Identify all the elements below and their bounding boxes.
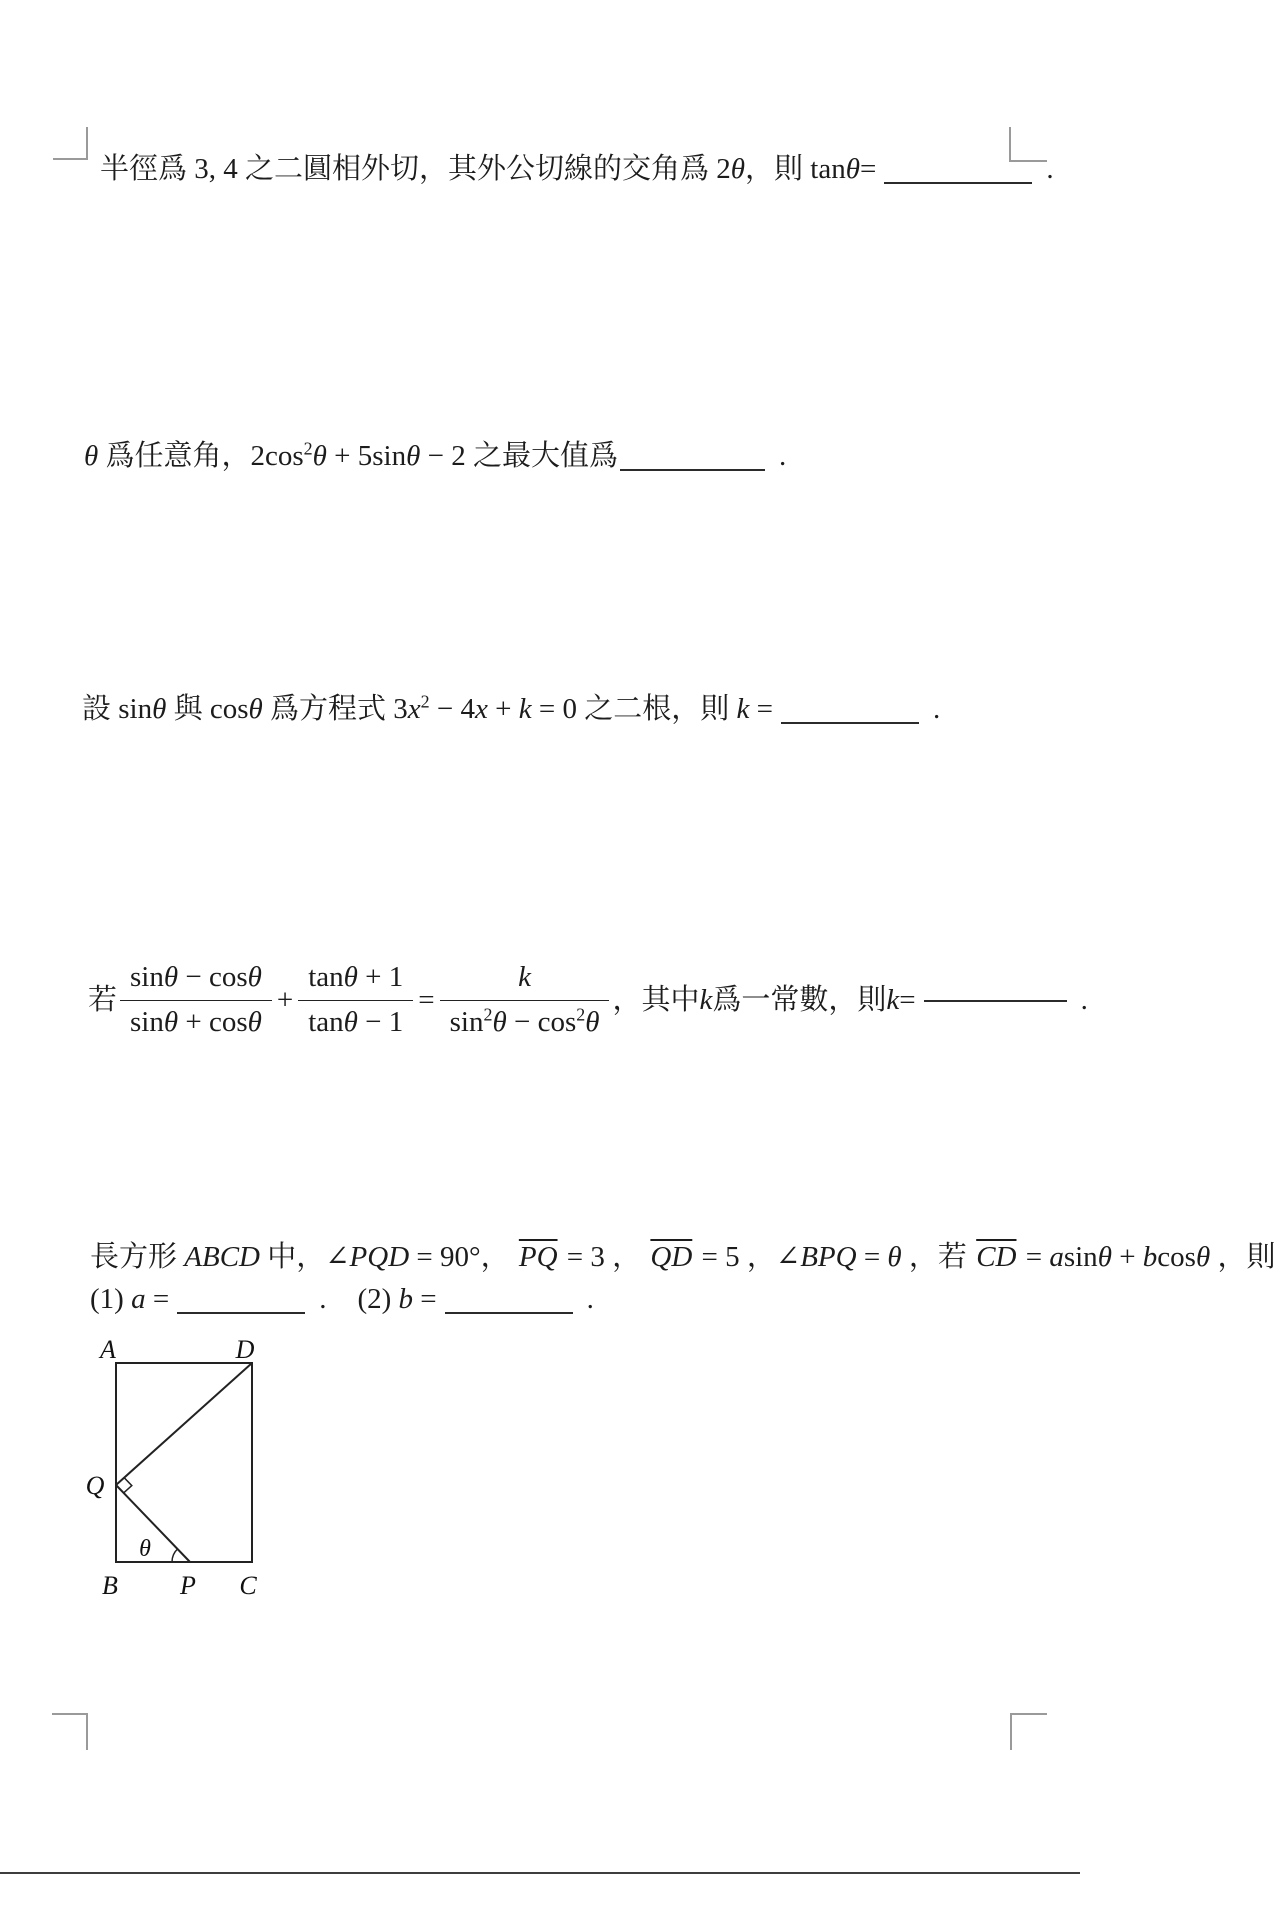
problem-5-text: sin [1063, 1241, 1098, 1273]
theta-symbol: θ [730, 153, 746, 185]
fraction-1-denominator [120, 1000, 272, 1042]
problem-1 [100, 150, 1054, 189]
theta-symbol: θ [845, 153, 860, 185]
answer-blank-5a [177, 1310, 305, 1314]
problem-1-text: 半徑爲 3, 4 之二圓相外切，其外公切線的交角爲 2 [100, 153, 731, 185]
figure-label-a: A [100, 1335, 116, 1364]
variable-k: k [518, 693, 532, 725]
fn-text: + cos [178, 1006, 248, 1039]
theta-symbol: θ [343, 1006, 358, 1039]
period: . [778, 440, 787, 472]
theta-symbol: θ [585, 1006, 600, 1039]
equals-sign: = [418, 983, 435, 1016]
problem-4 [88, 958, 1088, 1042]
period: . [1080, 983, 1088, 1016]
fn-text: − cos [506, 1006, 577, 1039]
superscript-2: 2 [576, 1004, 586, 1025]
fraction-3-denominator [440, 1000, 610, 1042]
theta-symbol: θ [152, 693, 167, 725]
problem-5-text: ，若 [901, 1241, 975, 1273]
equals-sign: = [145, 1283, 170, 1315]
problem-5-line2 [90, 1280, 594, 1319]
equals-sign: = [749, 693, 773, 725]
rectangle-figure [75, 1322, 275, 1617]
theta-symbol: θ [492, 1006, 507, 1039]
problem-5-text: = 3 ， [559, 1241, 649, 1273]
theta-symbol: θ [887, 1241, 902, 1273]
theta-symbol: θ [163, 961, 179, 993]
theta-symbol: θ [1195, 1241, 1211, 1273]
problem-4-text: ，其中 [612, 983, 700, 1016]
figure-label-c: C [239, 1571, 257, 1600]
crop-mark-top-left [53, 127, 88, 160]
problem-5-text: = 5 ，∠ [694, 1241, 801, 1273]
problem-5-text: cos [1157, 1241, 1196, 1273]
problem-2-text: − 2 之最大值爲 [420, 440, 618, 472]
item-1-label: (1) [90, 1283, 132, 1315]
problem-2-text: + 5sin [326, 440, 407, 472]
superscript-2: 2 [420, 691, 430, 712]
variable-b: b [398, 1283, 414, 1315]
fraction-3 [440, 958, 610, 1042]
superscript-2: 2 [483, 1004, 493, 1025]
problem-3-text: = 0 之二根，則 [531, 693, 737, 725]
theta-symbol: θ [84, 440, 99, 472]
bottom-page-rule [0, 1872, 1080, 1874]
figure-label-q: Q [85, 1471, 105, 1500]
crop-mark-bottom-right [1010, 1713, 1047, 1750]
theta-symbol: θ [248, 693, 263, 725]
answer-blank-1 [884, 180, 1032, 184]
fn-text: tan [308, 961, 344, 993]
period: . [319, 1283, 327, 1315]
crop-mark-bottom-left [52, 1713, 88, 1750]
problem-2 [84, 437, 786, 476]
problem-5-text: + [1111, 1241, 1143, 1273]
equals-sign: = [899, 983, 916, 1016]
variable-k: k [699, 983, 713, 1016]
problem-5-line1 [90, 1238, 1275, 1277]
superscript-2: 2 [303, 438, 313, 459]
variable-b: b [1142, 1241, 1158, 1273]
variable-a: a [1049, 1241, 1064, 1273]
right-angle-mark [124, 1478, 132, 1493]
figure-svg [75, 1322, 275, 1612]
fn-text: − cos [178, 961, 248, 993]
problem-3-text: + [487, 693, 519, 725]
problem-5-text: = 90°， [409, 1241, 517, 1273]
theta-symbol: θ [247, 961, 262, 993]
theta-angle-arc [172, 1549, 178, 1562]
theta-symbol: θ [1097, 1241, 1112, 1273]
theta-symbol: θ [163, 1006, 179, 1039]
segment-pq-overline: $\overline{PQ}$ [518, 1241, 558, 1273]
equals-sign: = [859, 153, 877, 185]
problem-1-text: ，則 tan [745, 153, 846, 185]
problem-5-text: = [856, 1241, 888, 1273]
problem-4-text: 若 [88, 983, 118, 1016]
equals-sign: = [413, 1283, 437, 1315]
fraction-2-numerator [298, 958, 413, 1000]
problem-5-text: 中，∠ [259, 1241, 350, 1273]
problem-3-text: 設 sin [82, 693, 153, 725]
segment-qp [116, 1485, 190, 1562]
variable-x: x [475, 693, 488, 725]
problem-5-text: 長方形 [90, 1241, 185, 1273]
equals-sign: = [1018, 1241, 1050, 1273]
variable-k: k [736, 693, 750, 725]
segment-qd-overline: $\overline{QD}$ [650, 1241, 693, 1273]
segment-qd [116, 1363, 252, 1485]
fn-text: sin [449, 1006, 484, 1039]
answer-blank-4 [924, 998, 1067, 1002]
period: . [1046, 153, 1054, 185]
theta-symbol: θ [343, 961, 358, 993]
fn-text: tan [308, 1006, 344, 1039]
problem-2-text: 爲任意角，2cos [98, 440, 304, 472]
fn-text: − 1 [357, 1006, 404, 1039]
theta-symbol: θ [406, 440, 421, 472]
problem-5-text: ，則 [1210, 1241, 1275, 1273]
figure-label-p: P [180, 1571, 196, 1600]
figure-label-d: D [235, 1335, 255, 1364]
fn-text: sin [130, 1006, 164, 1039]
angle-bpq: BPQ [800, 1241, 857, 1273]
variable-a: a [131, 1283, 146, 1315]
fraction-1-numerator [120, 958, 272, 1000]
segment-cd-overline: $\overline{CD}$ [976, 1241, 1017, 1273]
answer-blank-3 [781, 720, 919, 724]
rectangle-abcd [116, 1363, 252, 1562]
period: . [932, 693, 941, 725]
theta-symbol: θ [247, 1006, 262, 1039]
fn-text: sin [130, 961, 164, 993]
rect-name-abcd: ABCD [184, 1241, 260, 1273]
answer-blank-5b [445, 1310, 573, 1314]
variable-k: k [886, 983, 900, 1016]
fraction-2-denominator [298, 1000, 413, 1042]
period: . [586, 1283, 594, 1315]
problem-4-text: 爲一常數，則 [712, 983, 887, 1016]
plus-sign: + [276, 983, 294, 1016]
problem-3-text: 與 cos [166, 693, 249, 725]
item-2-label: (2) [357, 1283, 399, 1315]
problem-3 [82, 690, 940, 729]
fn-text: + 1 [357, 961, 404, 993]
fraction-2 [298, 958, 413, 1042]
figure-label-theta: θ [139, 1536, 151, 1562]
problem-3-text: 爲方程式 3 [262, 693, 408, 725]
theta-symbol: θ [312, 440, 327, 472]
fraction-1 [120, 958, 272, 1042]
variable-x: x [407, 693, 421, 725]
figure-label-b: B [102, 1571, 118, 1600]
angle-pqd: PQD [349, 1241, 410, 1273]
answer-blank-2 [620, 467, 765, 471]
fraction-3-numerator: k [518, 961, 531, 993]
problem-3-text: − 4 [429, 693, 475, 725]
